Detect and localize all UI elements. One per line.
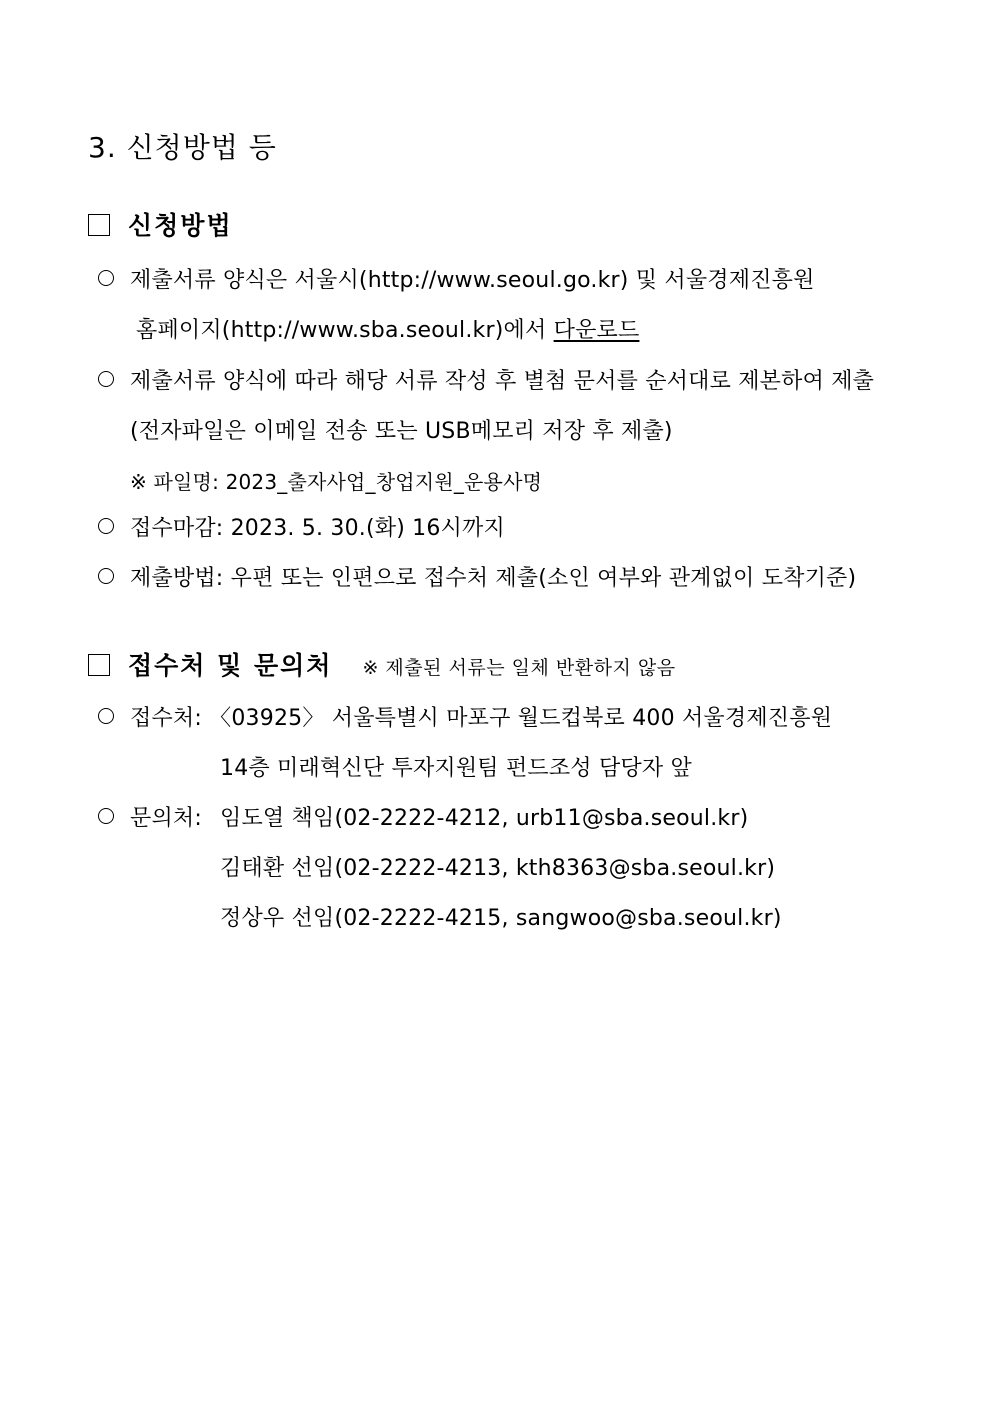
apply-heading: 신청방법 [128,211,233,240]
apply-item-1-line-1 [98,266,815,296]
inquiry-contact-2: 김태환 선임(02-2222-4213, kth8363@sba.seoul.kr) [220,856,776,881]
checkbox-square-icon [88,654,110,676]
bullet-circle-icon [98,518,114,534]
bullet-circle-icon [98,808,114,824]
contact-heading: 접수처 및 문의처 [128,651,333,680]
bullet-circle-icon [98,568,114,584]
apply-item-2-text: 제출서류 양식에 따라 해당 서류 작성 후 별첨 문서를 순서대로 제본하여 제출 [130,369,875,394]
deadline-text: 접수마감: 2023. 5. 30.(화) 16시까지 [130,516,505,541]
inquiry-contact-1: 임도열 책임(02-2222-4212, urb11@sba.seoul.kr) [220,806,749,831]
bullet-circle-icon [98,371,114,387]
inquiry-label: 문의처: [130,806,202,831]
file-name-note: ※ 파일명: 2023_출자사업_창업지원_운용사명 [130,470,543,494]
address-line-2: 14층 미래혁신단 투자지원팀 펀드조성 담당자 앞 [220,756,692,781]
apply-item-2-line-2: (전자파일은 이메일 전송 또는 USB메모리 저장 후 제출) [130,419,673,444]
apply-heading-row [88,210,233,243]
apply-item-2-line-1 [98,367,874,397]
bullet-circle-icon [98,270,114,286]
submission-method-text: 제출방법: 우편 또는 인편으로 접수처 제출(소인 여부와 관계없이 도착기준) [130,566,857,591]
apply-item-4 [98,564,856,594]
address-line-1 [98,704,832,734]
download-text: 다운로드 [553,318,640,343]
apply-item-1-url-text: 홈페이지(http://www.sba.seoul.kr)에서 [136,318,554,343]
inquiry-row-1 [98,804,202,834]
checkbox-square-icon [88,214,110,236]
contact-heading-note: ※ 제출된 서류는 일체 반환하지 않음 [362,657,676,679]
apply-item-1-line-2 [136,316,639,346]
apply-item-1-text: 제출서류 양식은 서울시(http://www.seoul.go.kr) 및 서울경제진흥원 [130,268,815,293]
inquiry-contact-3: 정상우 선임(02-2222-4215, sangwoo@sba.seoul.kr) [220,906,782,931]
address-text: 접수처: 〈03925〉 서울특별시 마포구 월드컵북로 400 서울경제진흥원 [130,706,833,731]
bullet-circle-icon [98,708,114,724]
section-title: 3. 신청방법 등 [88,131,277,164]
contact-heading-row [88,650,676,683]
apply-item-3 [98,514,505,544]
